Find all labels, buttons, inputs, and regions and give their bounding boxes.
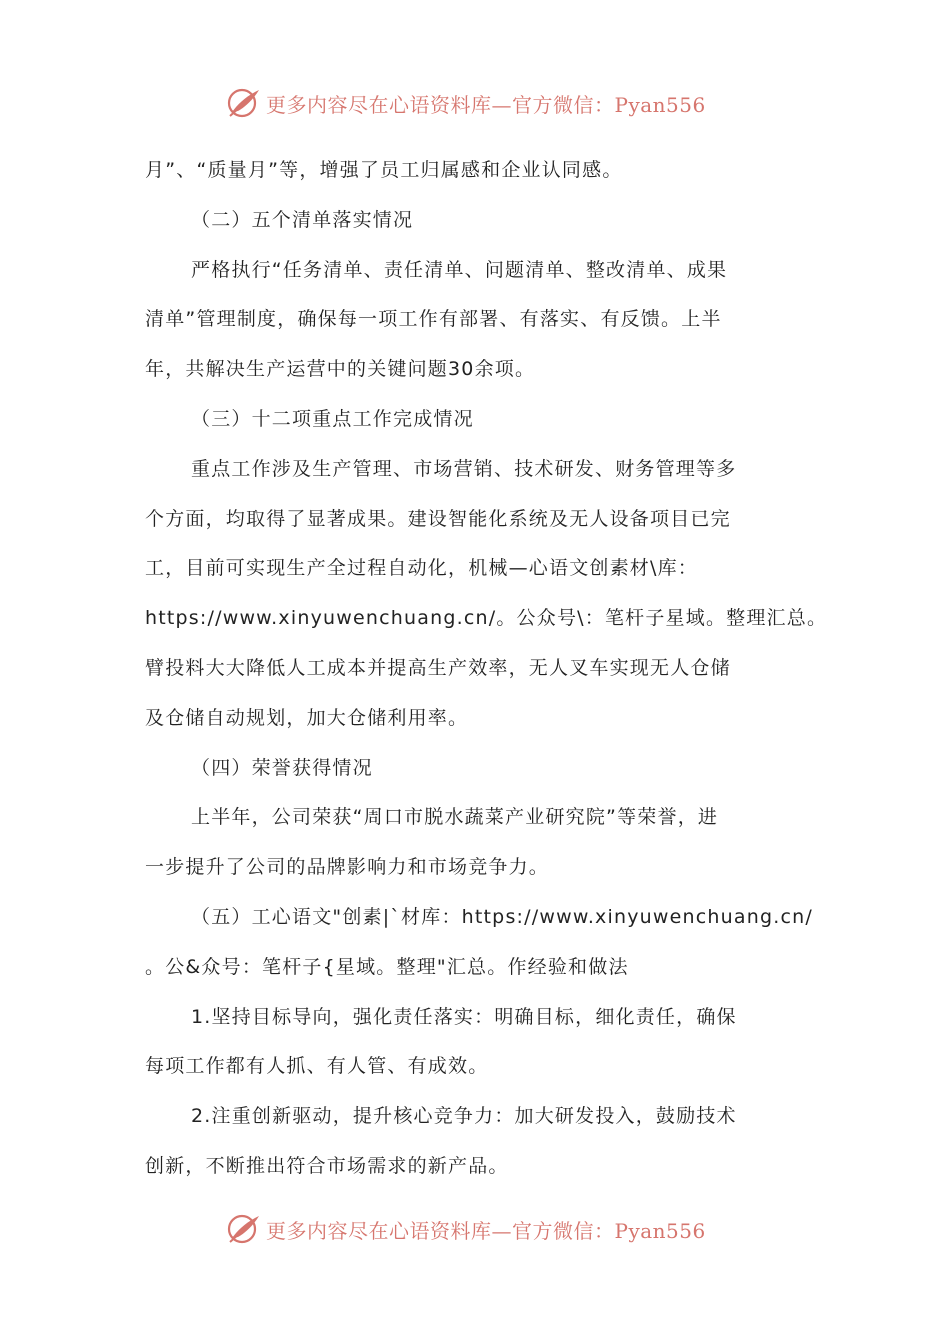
text-line: 年，共解决生产运营中的关键问题30余项。: [145, 358, 536, 381]
text-line: 清单”管理制度，确保每一项工作有部署、有落实、有反馈。上半: [145, 308, 722, 331]
document-body: [145, 146, 828, 1192]
banner-text: 更多内容尽在心语资料库—官方微信：Pyan556: [266, 92, 706, 117]
text-line: （三）十二项重点工作完成情况: [191, 407, 474, 430]
text-line: （五）工心语文"创素|`材库：https://www.xinyuwenchuang.cn/: [191, 905, 813, 928]
quill-logo-icon: [226, 1212, 262, 1246]
text-line: 个方面，均取得了显著成果。建设智能化系统及无人设备项目已完: [145, 507, 731, 530]
text-line: 臂投料大大降低人工成本并提高生产效率，无人叉车实现无人仓储: [145, 656, 731, 679]
quill-logo-icon: [226, 86, 262, 120]
text-line: 2.注重创新驱动，提升核心竞争力：加大研发投入，鼓励技术: [191, 1105, 737, 1128]
text-line: 及仓储自动规划，加大仓储利用率。: [145, 706, 469, 729]
text-line: 工，目前可实现生产全过程自动化，机械—心语文创素材\库：: [145, 557, 699, 580]
footer-banner: [226, 1212, 706, 1246]
header-banner: [226, 86, 706, 120]
text-line: （二）五个清单落实情况: [191, 208, 414, 231]
text-line: 一步提升了公司的品牌影响力和市场竞争力。: [145, 856, 550, 879]
text-line: 重点工作涉及生产管理、市场营销、技术研发、财务管理等多: [191, 457, 737, 480]
text-line: （四）荣誉获得情况: [191, 756, 373, 779]
text-line: 月”、“质量月”等，增强了员工归属感和企业认同感。: [145, 159, 623, 181]
text-line: 上半年，公司荣获“周口市脱水蔬菜产业研究院”等荣誉，进: [191, 806, 719, 829]
text-line: 创新，不断推出符合市场需求的新产品。: [145, 1154, 509, 1177]
text-line: 1.坚持目标导向，强化责任落实：明确目标，细化责任，确保: [191, 1005, 737, 1028]
text-line: 每项工作都有人抓、有人管、有成效。: [145, 1055, 489, 1078]
text-line: 严格执行“任务清单、责任清单、问题清单、整改清单、成果: [191, 258, 728, 281]
text-line: 。公&众号：笔杆子{星域。整理"汇总。作经验和做法: [145, 955, 629, 978]
text-line: https://www.xinyuwenchuang.cn/。公众号\：笔杆子星域。整理汇总。: [145, 607, 828, 630]
banner-text: 更多内容尽在心语资料库—官方微信：Pyan556: [266, 1218, 706, 1243]
